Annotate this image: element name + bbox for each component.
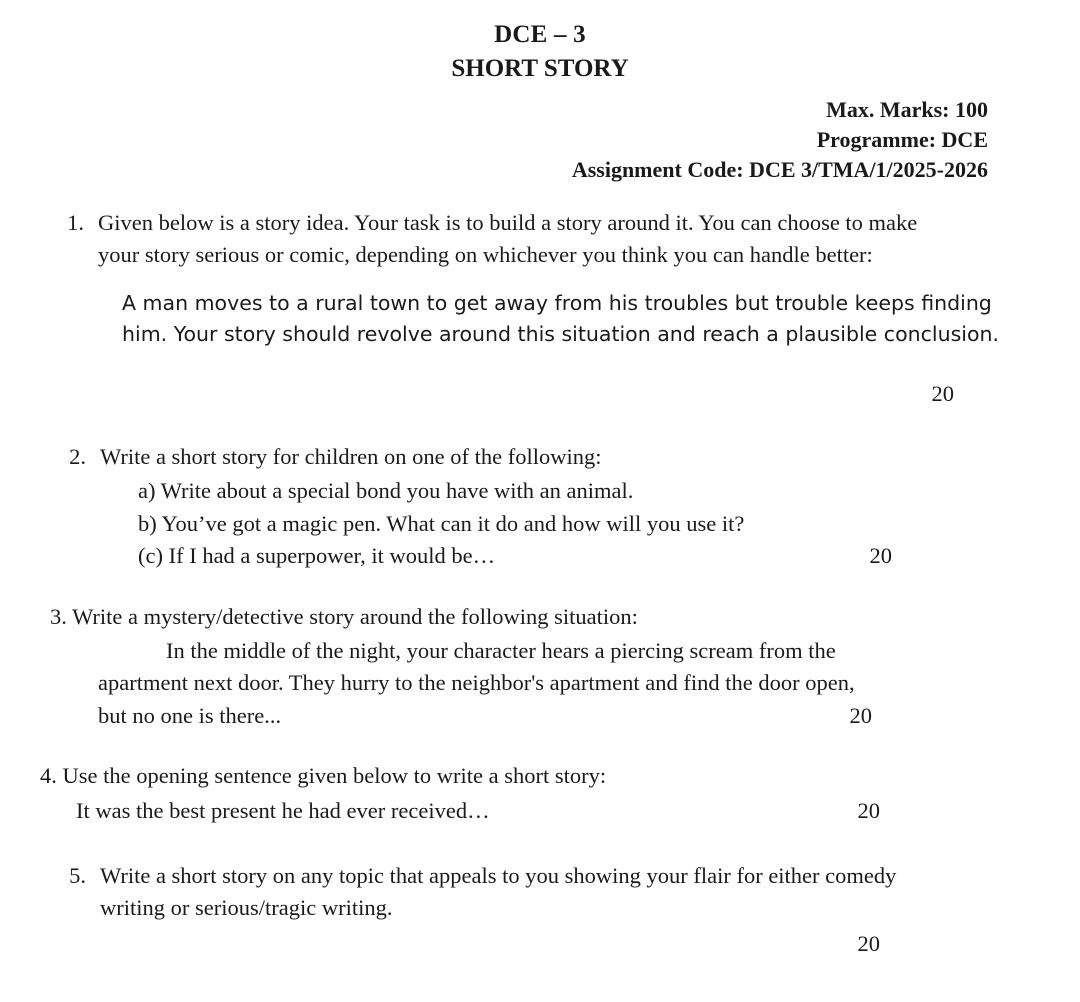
question-4-heading <box>40 760 1040 793</box>
document-title: DCE – 3 <box>494 21 586 48</box>
question-5 <box>40 860 1040 924</box>
question-4-number: 4. <box>40 763 57 789</box>
question-4-text: Use the opening sentence given below to write a short story: <box>62 763 607 789</box>
question-1 <box>40 207 1040 271</box>
question-2-option-a-label: a) Write about a special bond you have with an animal. <box>138 478 634 504</box>
question-3-situation <box>40 635 1040 733</box>
question-2-option-b <box>138 508 1040 541</box>
question-3-situation-line-3 <box>98 700 1040 733</box>
question-3 <box>40 601 1040 733</box>
question-1-story-idea: A man moves to a rural town to get away from his troubles but trouble keeps finding him. Your story should revolve around this situation and reach a plausible conclusion. <box>122 290 999 347</box>
question-2-option-c-label: (c) If I had a superpower, it would be… <box>138 543 496 569</box>
question-list <box>40 207 1040 957</box>
question-3-situation-line-1: In the middle of the night, your character hears a piercing scream from the <box>166 637 836 663</box>
question-5-text: Write a short story on any topic that appeals to you showing your flair for either comedy writing or serious/tragic writing. <box>100 862 897 920</box>
question-3-situation-line-2: apartment next door. They hurry to the neighbor's apartment and find the door open, <box>98 670 855 696</box>
exam-meta <box>40 95 1040 185</box>
document-subtitle: SHORT STORY <box>451 55 629 82</box>
question-5-number: 5. <box>69 862 86 888</box>
question-2-options <box>138 475 1040 573</box>
assignment-code: Assignment Code: DCE 3/TMA/1/2025-2026 <box>571 156 988 182</box>
question-3-number: 3. <box>50 603 67 629</box>
question-4-opening-sentence-text: It was the best present he had ever received… <box>76 798 490 824</box>
question-2-marks: 20 <box>869 543 892 569</box>
question-2-number: 2. <box>69 444 86 470</box>
question-5-marks: 20 <box>857 930 880 956</box>
question-4-marks: 20 <box>857 798 880 824</box>
question-3-text: Write a mystery/detective story around the following situation: <box>72 603 638 629</box>
programme: Programme: DCE <box>816 126 988 152</box>
max-marks: Max. Marks: 100 <box>826 97 988 122</box>
question-3-situation-line-3-text: but no one is there... <box>98 702 282 728</box>
question-4-opening-sentence <box>76 795 1040 828</box>
question-1-number: 1. <box>67 209 84 235</box>
question-2-text: Write a short story for children on one of the following: <box>100 444 602 470</box>
question-4 <box>40 760 1040 827</box>
question-2-option-c <box>138 540 1040 573</box>
question-3-heading <box>50 601 1040 634</box>
question-2 <box>40 441 1040 473</box>
question-1-text: Given below is a story idea. Your task is to build a story around it. You can choose to make your story serious or comic, depending on whichever you think you can handle better: <box>98 209 918 267</box>
question-2-option-a <box>138 475 1040 508</box>
question-3-marks: 20 <box>849 702 872 728</box>
question-1-marks: 20 <box>931 381 954 407</box>
question-2-option-b-label: b) You’ve got a magic pen. What can it do and how will you use it? <box>138 510 745 536</box>
